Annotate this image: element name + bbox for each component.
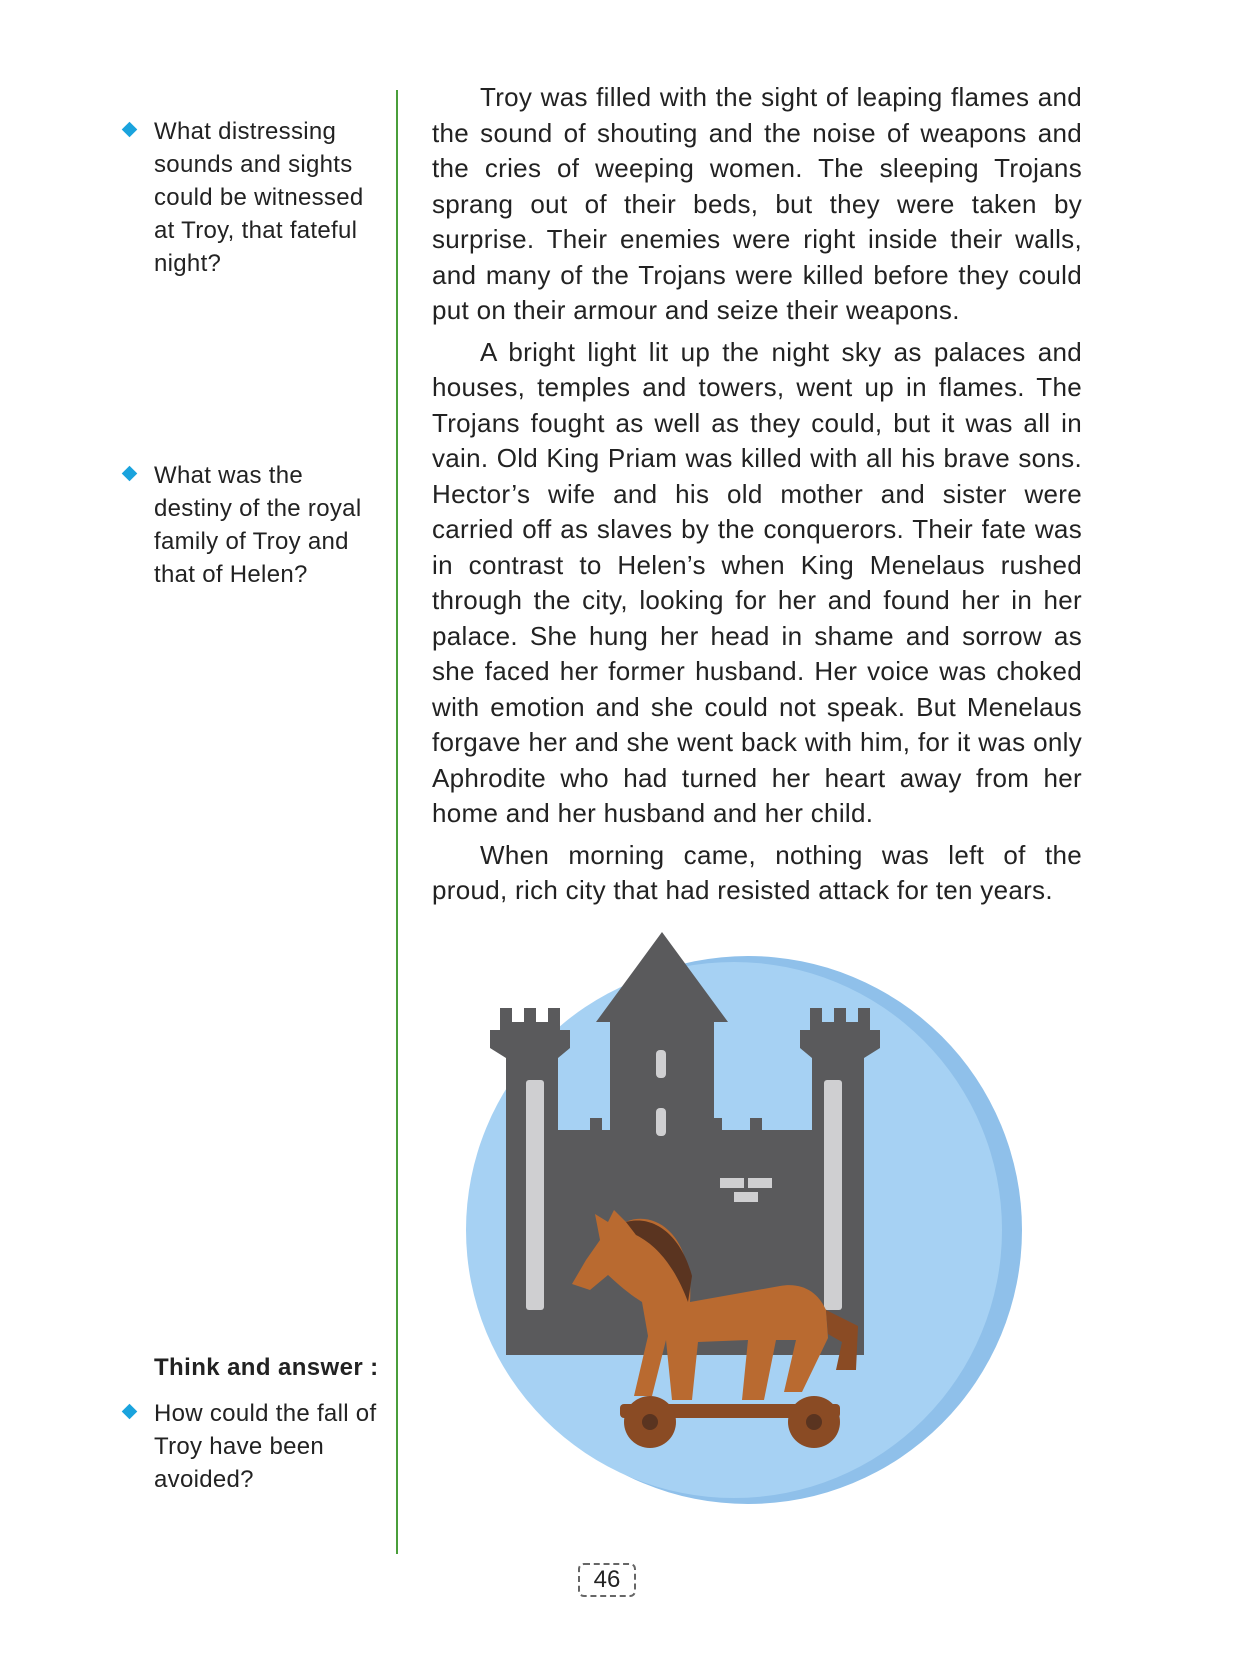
question-text: What was the destiny of the royal family of Troy and that of Helen? <box>154 462 362 588</box>
trojan-horse-illustration <box>430 930 1070 1510</box>
column-divider <box>396 90 398 1554</box>
paragraph: Troy was filled with the sight of leaping flames and the sound of shouting and the noise of weapons and the cries of weeping women. The sleeping Trojans sprang out of their beds, but they were taken by surprise. Their enemies were right inside their walls, and many of the Trojans were killed before they could put on their armour and seize their weapons. <box>432 82 1082 325</box>
sidebar <box>110 100 390 1560</box>
question-text: How could the fall of Troy have been avoided? <box>154 1400 377 1493</box>
think-and-answer-heading: Think and answer : <box>154 1354 379 1381</box>
question-text: What distressing sounds and sights could be witnessed at Troy, that fateful night? <box>154 118 364 277</box>
page-number: 46 <box>578 1563 636 1597</box>
paragraph: When morning came, nothing was left of the proud, rich city that had resisted attack for ten years. <box>432 839 1082 905</box>
main-text <box>432 80 1082 915</box>
question-1 <box>110 115 380 280</box>
think-question-1 <box>110 1397 380 1496</box>
paragraph: A bright light lit up the night sky as palaces and houses, temples and towers, went up in flames. The Trojans fought as well as they could, but it was all in vain. Old King Priam was killed with all his brave sons. Hector’s wife and his old mother and sister were carried off as slaves by the conquerors. Their fate was in contrast to Helen’s when King Menelaus rushed through the city, looking for her and found her in her palace. She hung her head in shame and sorrow as she faced her former husband. Her voice was choked with emotion and she could not speak. But Menelaus forgave her and she went back with him, for it was only Aphrodite who had turned her heart away from her home and her husband and her child. <box>432 336 1082 828</box>
question-2 <box>110 459 380 591</box>
